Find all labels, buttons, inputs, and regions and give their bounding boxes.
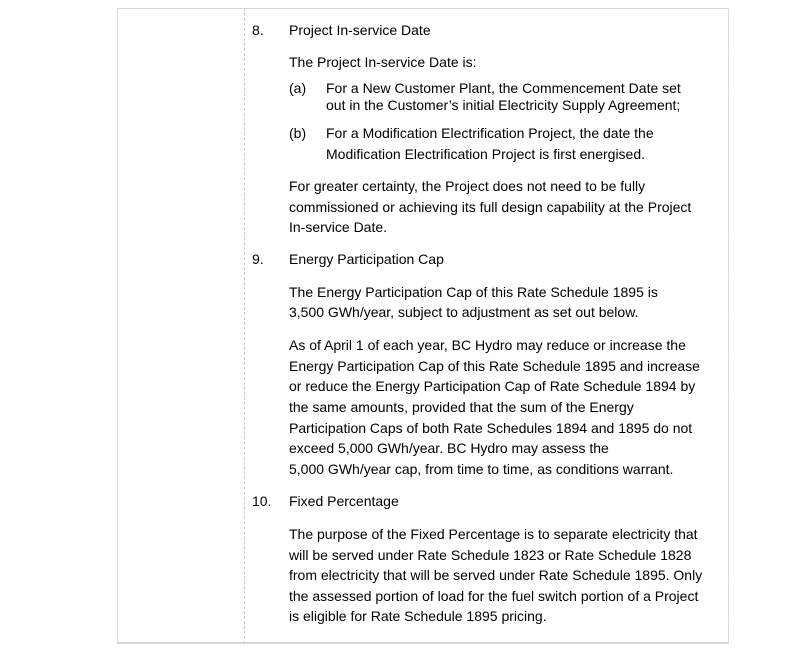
paragraph-line: The Energy Participation Cap of this Rate Schedule 1895 is xyxy=(289,284,658,300)
paragraph-line: 3,500 GWh/year, subject to adjustment as set out below. xyxy=(289,304,639,320)
item-label: (a) xyxy=(289,80,307,96)
paragraph-line: exceed 5,000 GWh/year. BC Hydro may assess the xyxy=(289,440,609,456)
item-text-line: out in the Customer’s initial Electricity Supply Agreement; xyxy=(326,97,681,113)
paragraph-line: 5,000 GWh/year cap, from time to time, as conditions warrant. xyxy=(289,461,674,477)
section-heading: Project In-service Date xyxy=(289,22,431,38)
paragraph-line: commissioned or achieving its full design capability at the Project xyxy=(289,199,692,215)
section-heading: Fixed Percentage xyxy=(289,493,399,509)
paragraph-line: or reduce the Energy Participation Cap of Rate Schedule 1894 by xyxy=(289,378,696,394)
paragraph-line: will be served under Rate Schedule 1823 or Rate Schedule 1828 xyxy=(289,547,692,563)
paragraph-line: the assessed portion of load for the fuel switch portion of a Project xyxy=(289,588,699,604)
item-label: (b) xyxy=(289,125,307,141)
paragraph-line: For greater certainty, the Project does not need to be fully xyxy=(289,178,646,194)
item-text-line: For a New Customer Plant, the Commencement Date set xyxy=(326,80,681,96)
paragraph-line: The purpose of the Fixed Percentage is to separate electricity that xyxy=(289,526,698,542)
section-heading: Energy Participation Cap xyxy=(289,251,444,267)
item-text-line: For a Modification Electrification Project, the date the xyxy=(326,125,654,141)
section-number: 9. xyxy=(252,251,264,267)
section-number: 10. xyxy=(252,493,272,509)
column-divider xyxy=(244,8,245,644)
paragraph-line: In-service Date. xyxy=(289,219,388,235)
paragraph-line: Energy Participation Cap of this Rate Schedule 1895 and increase xyxy=(289,358,700,374)
paragraph-line: Participation Caps of both Rate Schedules 1894 and 1895 do not xyxy=(289,420,693,436)
section-intro: The Project In-service Date is: xyxy=(289,54,477,70)
paragraph-line: As of April 1 of each year, BC Hydro may reduce or increase the xyxy=(289,337,686,353)
paragraph-line: the same amounts, provided that the sum of the Energy xyxy=(289,399,634,415)
section-number: 8. xyxy=(252,22,264,38)
item-text-line: Modification Electrification Project is first energised. xyxy=(326,146,646,162)
right-margin-line xyxy=(728,8,729,644)
bottom-border xyxy=(117,642,729,643)
paragraph-line: is eligible for Rate Schedule 1895 pricing. xyxy=(289,608,547,624)
paragraph-line: from electricity that will be served under Rate Schedule 1895. Only xyxy=(289,567,703,583)
